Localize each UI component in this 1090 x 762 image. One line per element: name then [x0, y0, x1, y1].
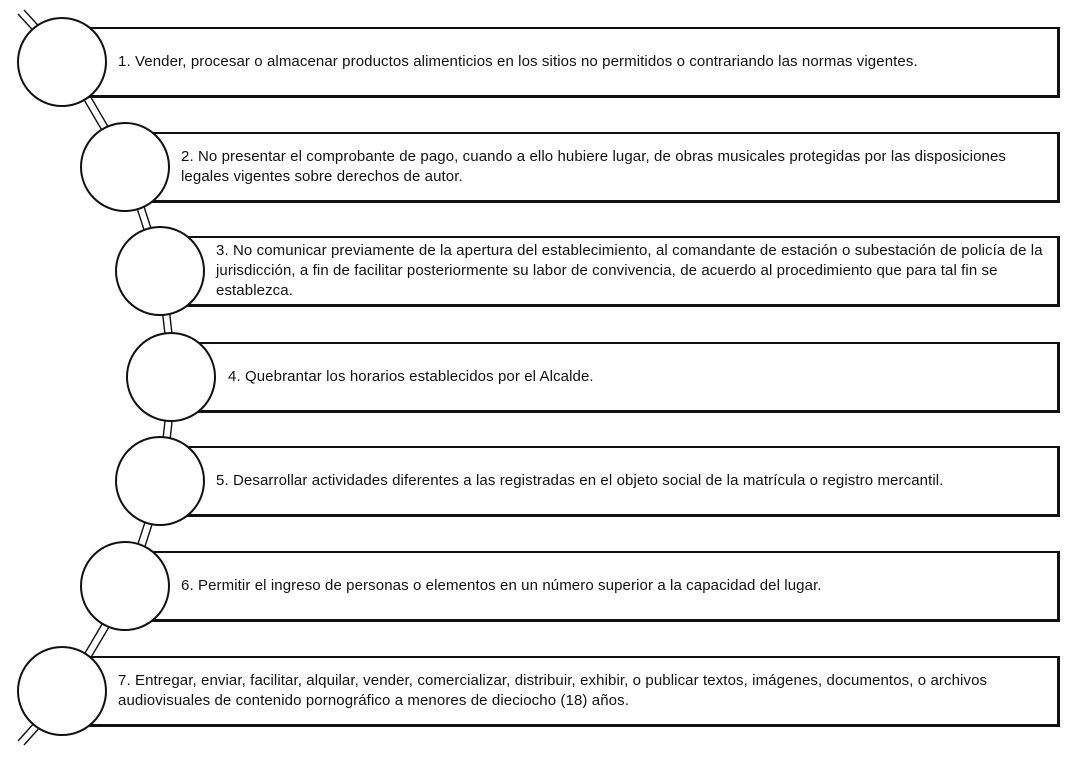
step-text-3: 3. No comunicar previamente de la apertura del establecimiento, al comandante de estación o subestación de policía de la jurisdicción, a fin de facilitar posteriormente su labor de convivencia, de acuerdo al procedimiento que para tal fin se establezca. [216, 242, 1043, 299]
step-text-1: 1. Vender, procesar o almacenar productos alimenticios en los sitios no permitidos o contrariando las normas vigentes. [118, 53, 918, 70]
step-text-6: 6. Permitir el ingreso de personas o elementos en un número superior a la capacidad del lugar. [181, 577, 822, 594]
step-box-2 [125, 132, 1060, 203]
step-box-7 [62, 656, 1060, 727]
step-text-5: 5. Desarrollar actividades diferentes a las registradas en el objeto social de la matrícula o registro mercantil. [216, 472, 944, 489]
step-node-2 [80, 122, 170, 212]
step-box-5 [160, 446, 1060, 517]
step-box-6 [125, 551, 1060, 622]
step-node-3 [115, 226, 205, 316]
step-text-7: 7. Entregar, enviar, facilitar, alquilar, vender, comercializar, distribuir, exhibir, o publicar textos, imágenes, documentos, o archivos audiovisuales de contenido pornográfico a menores de dieciocho (18) años. [118, 672, 988, 709]
step-node-4 [126, 332, 216, 422]
step-node-1 [17, 17, 107, 107]
step-box-1 [62, 27, 1060, 98]
step-text-2: 2. No presentar el comprobante de pago, cuando a ello hubiere lugar, de obras musicales protegidas por las disposiciones legales vigentes sobre derechos de autor. [181, 148, 1007, 185]
step-node-6 [80, 541, 170, 631]
step-box-3 [160, 236, 1060, 307]
step-box-4 [171, 342, 1060, 413]
step-text-4: 4. Quebrantar los horarios establecidos por el Alcalde. [228, 368, 594, 385]
step-node-5 [115, 436, 205, 526]
step-node-7 [17, 646, 107, 736]
